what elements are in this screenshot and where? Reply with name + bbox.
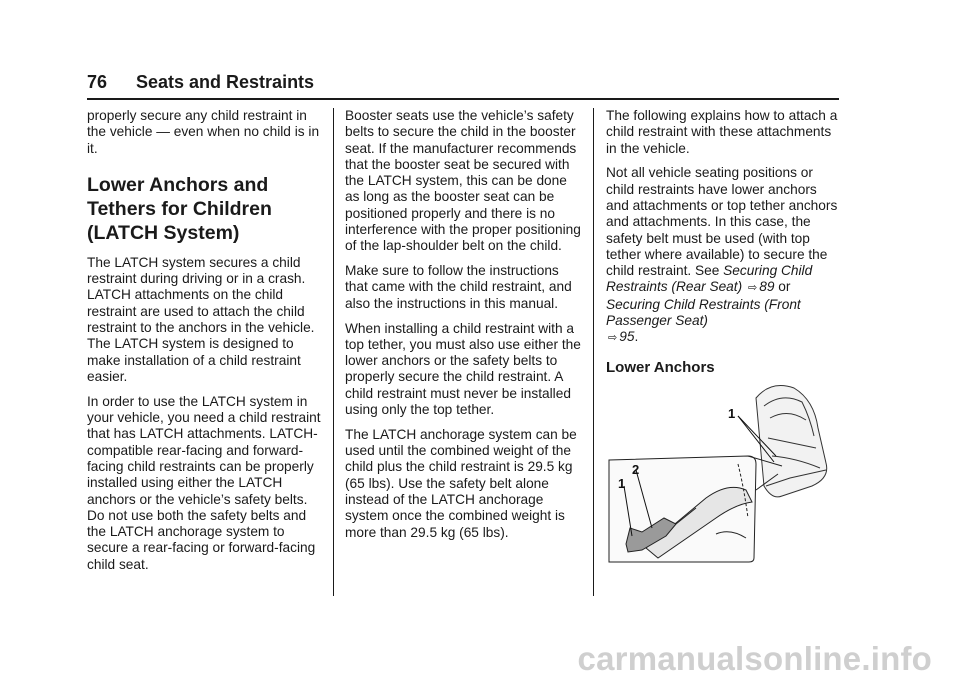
intro-paragraph: properly secure any child restraint in the vehicle — even when no child is in it. xyxy=(87,108,320,156)
column-divider xyxy=(593,108,594,596)
column-1 xyxy=(87,108,323,582)
cross-reference-link[interactable]: Securing Child Restraints (Front Passenger Seat) xyxy=(606,296,801,329)
body-paragraph: In order to use the LATCH system in your vehicle, you need a child restraint that has LATCH attachments. LATCH-compatible rear-facing and forward-facing child restraints can be properly installed using either the LATCH anchors or the vehicle’s safety belts. Do not use both the safety belts and the LATCH anchorage system to secure a rear-facing or forward-facing child seat. xyxy=(87,393,321,572)
cross-reference-link[interactable]: Securing Child Restraints (Rear Seat) xyxy=(606,263,813,295)
header-rule xyxy=(87,98,839,100)
body-paragraph: The LATCH anchorage system can be used until the combined weight of the child plus the child restraint is 29.5 kg (65 lbs). Use the safety belt alone instead of the LATCH anchorage system once the combined weight is more than 29.5 kg (65 lbs). xyxy=(345,426,577,540)
column-divider xyxy=(333,108,334,596)
callout-label: 1 xyxy=(618,476,626,491)
seat-outline-drawing xyxy=(756,386,827,497)
heading-line: Tethers for Children xyxy=(87,197,272,220)
punctuation: . xyxy=(634,329,639,345)
lower-anchors-illustration xyxy=(606,378,842,568)
page-header xyxy=(87,70,839,100)
heading-line: Lower Anchors and xyxy=(87,173,269,196)
body-paragraph: When installing a child restraint with a top tether, you must also use either the lower anchors or the safety belts to properly secure the child restraint. A child restraint must never be installed using only the top tether. xyxy=(345,320,581,418)
subsection-heading: Lower Anchors xyxy=(606,358,715,376)
column-2 xyxy=(345,108,585,549)
body-paragraph xyxy=(606,165,842,346)
body-text: Not all vehicle seating positions or child restraints have lower anchors and attachments or top tether anchors and attachments. In this case, the safety belt must be used (with top tether where available) to secure the child restraint. See xyxy=(606,165,838,279)
page-reference-link[interactable]: 89 xyxy=(759,279,775,295)
page-number: 76 xyxy=(87,72,108,92)
callout-label: 2 xyxy=(632,462,640,477)
body-paragraph: Make sure to follow the instructions that came with the child restraint, and also the instructions in this manual. xyxy=(345,263,572,311)
body-paragraph: The LATCH system secures a child restraint during driving or in a crash. LATCH attachments on the child restraint are used to attach the child restraint to the anchors in the vehicle. The LATCH system is designed to make installation of a child restraint easier. xyxy=(87,254,315,384)
callout-label: 1 xyxy=(728,406,736,421)
page-title: Seats and Restraints xyxy=(136,72,315,92)
body-paragraph: The following explains how to attach a child restraint with these attachments in the vehicle. xyxy=(606,108,838,156)
page-arrow-icon: ⇨ xyxy=(608,332,618,345)
page-reference-link[interactable]: 95 xyxy=(619,329,635,345)
connector-text: or xyxy=(778,279,791,295)
section-heading xyxy=(87,173,323,245)
heading-line: (LATCH System) xyxy=(87,221,240,244)
body-paragraph: Booster seats use the vehicle’s safety belts to secure the child in the booster seat. If the manufacturer recommends that the booster seat be secured with the LATCH system, this can be done as long as the booster seat can be positioned properly and there is no interference with the proper positioning of the lap-shoulder belt on the child. xyxy=(345,108,581,254)
watermark-text: carmanualsonline.info xyxy=(577,640,932,677)
page-arrow-icon: ⇨ xyxy=(747,282,758,295)
column-3 xyxy=(606,108,842,385)
